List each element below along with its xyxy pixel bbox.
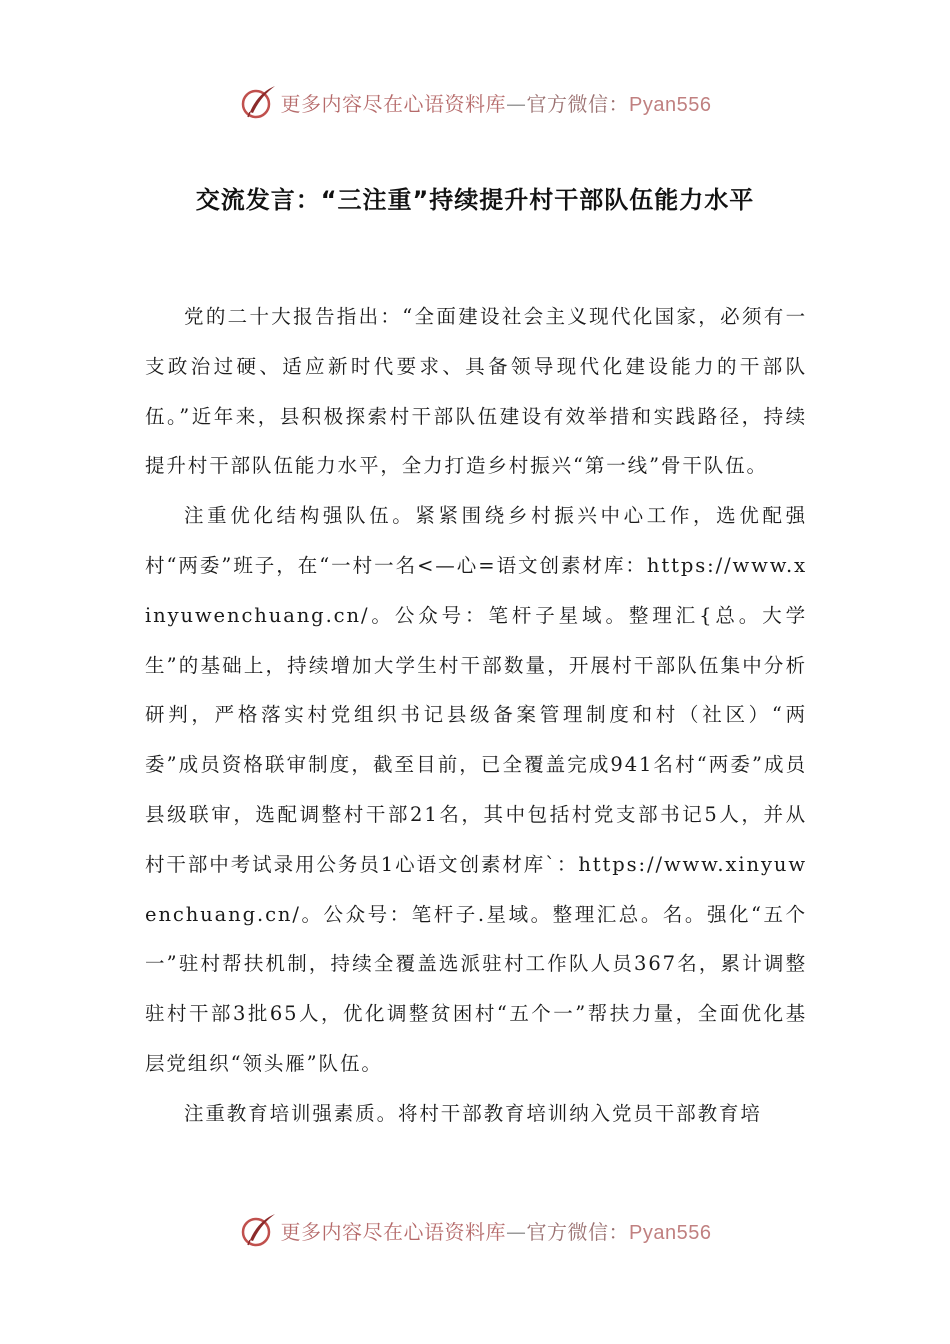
site-name: 更多内容尽在心语资料库	[280, 91, 507, 116]
paragraph-1: 党的二十大报告指出：“全面建设社会主义现代化国家，必须有一支政治过硬、适应新时代要求、具备领导现代化建设能力的干部队伍。”近年来，县积极探索村干部队伍建设有效举措和实践路径，持续提升村干部队伍能力水平，全力打造乡村振兴“第一线”骨干队伍。	[145, 305, 807, 478]
banner-text	[281, 1216, 712, 1245]
wechat-id: Pyan556	[629, 93, 712, 116]
banner-separator: —	[506, 91, 527, 116]
wechat-label: 官方微信：	[526, 1219, 630, 1244]
paragraph-3: 注重教育培训强素质。将村干部教育培训纳入党员干部教育培	[184, 1101, 762, 1125]
document-body	[145, 292, 807, 1139]
paragraph-2: 注重优化结构强队伍。紧紧围绕乡村振兴中心工作，选优配强村“两委”班子，在“一村一名<—心=语文创素材库：https://www.xinyuwenchuang.cn/。公众号：笔杆子星域。整理汇{总。大学生”的基础上，持续增加大学生村干部数量，开展村干部队伍集中分析研判，严格落实村党组织书记县级备案管理制度和村（社区）“两委”成员资格联审制度，截至目前，已全覆盖完成941名村“两委”成员县级联审，选配调整村干部21名，其中包括村党支部书记5人，并从村干部中考试录用公务员1心语文创素材库`：https://www.xinyuwenchuang.cn/。公众号：笔杆子.星域。整理汇总。名。强化“五个一”驻村帮扶机制，持续全覆盖选派驻村工作队人员367名，累计调整驻村干部3批65人，优化调整贫困村“五个一”帮扶力量，全面优化基层党组织“领头雁”队伍。	[145, 504, 807, 1075]
quill-pen-logo-icon	[239, 1210, 279, 1250]
document-title: 交流发言：“三注重”持续提升村干部队伍能力水平	[195, 186, 755, 214]
banner-text	[281, 88, 712, 117]
quill-pen-logo-icon	[239, 82, 279, 122]
footer-banner	[0, 1210, 950, 1250]
banner-separator: —	[506, 1219, 527, 1244]
wechat-label: 官方微信：	[526, 91, 630, 116]
site-name: 更多内容尽在心语资料库	[280, 1219, 507, 1244]
header-banner	[0, 82, 950, 122]
wechat-id: Pyan556	[629, 1221, 712, 1244]
